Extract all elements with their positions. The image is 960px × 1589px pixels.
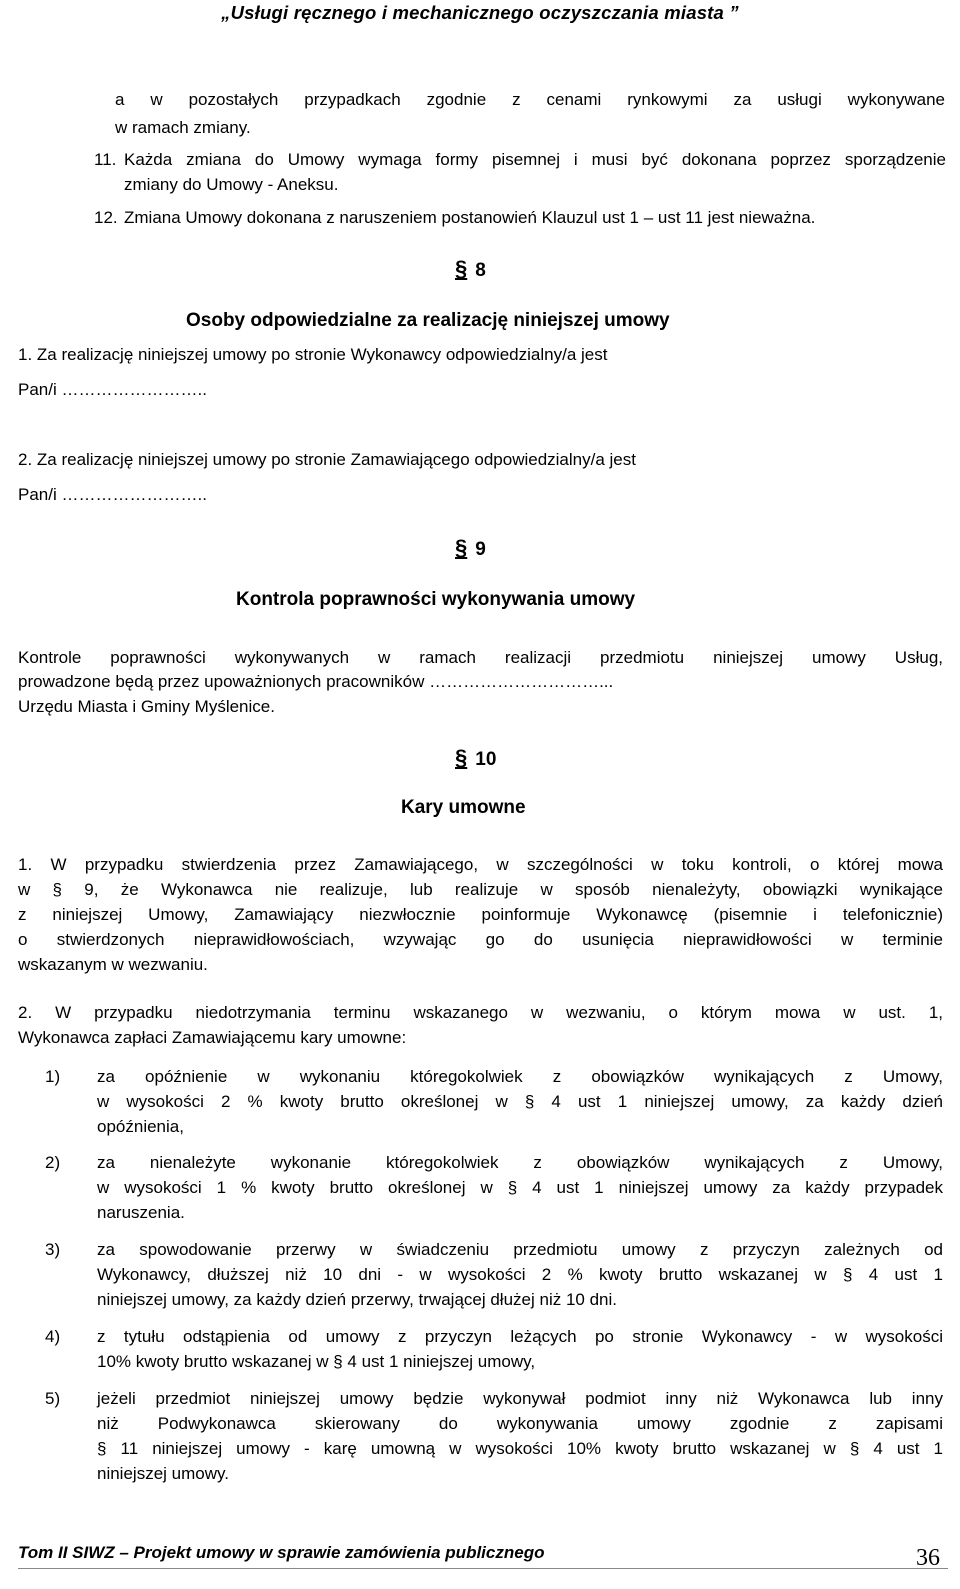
penalty-item-3-number: 3) xyxy=(45,1240,61,1259)
section-10-p1-line-4: o stwierdzonych nieprawidłowościach, wzywając go do usunięcia nieprawidłowości w terminie xyxy=(18,930,943,949)
penalty-item-5-line-3: § 11 niniejszej umowy - karę umowną w wysokości 10% kwoty brutto wskazanej w § 4 ust 1 xyxy=(97,1439,943,1458)
section-8-title: Osoby odpowiedzialne za realizację niniejszej umowy xyxy=(186,310,670,331)
intro-line-1: a w pozostałych przypadkach zgodnie z cenami rynkowymi za usługi wykonywane xyxy=(115,90,945,109)
section-8-item-1: 1. Za realizację niniejszej umowy po stronie Wykonawcy odpowiedzialny/a jest xyxy=(18,345,608,364)
penalty-item-5-line-4: niniejszej umowy. xyxy=(97,1464,229,1483)
section-10-p2-line-1: 2. W przypadku niedotrzymania terminu wskazanego w wezwaniu, o którym mowa w ust. 1, xyxy=(18,1003,943,1022)
clause-12-number: 12. xyxy=(94,208,118,227)
section-10-p1-line-2: w § 9, że Wykonawca nie realizuje, lub realizuje w sposób nienależyty, obowiązki wynikające xyxy=(18,880,943,899)
penalty-item-5-number: 5) xyxy=(45,1389,61,1408)
penalty-item-5-line-1: jeżeli przedmiot niniejszej umowy będzie wykonywał podmiot inny niż Wykonawca lub inny xyxy=(97,1389,943,1408)
penalty-item-4-line-1: z tytułu odstąpienia od umowy z przyczyn leżących po stronie Wykonawcy - w wysokości xyxy=(97,1327,943,1346)
footer-rule xyxy=(18,1568,948,1569)
clause-11-line-2: zmiany do Umowy - Aneksu. xyxy=(124,175,339,194)
penalty-item-1-line-1: za opóźnienie w wykonaniu któregokolwiek z obowiązków wynikających z Umowy, xyxy=(97,1067,943,1086)
section-symbol: § xyxy=(455,256,468,281)
footer-page-number: 36 xyxy=(916,1545,940,1571)
section-10-p1-line-3: z niniejszej Umowy, Zamawiający niezwłocznie poinformuje Wykonawcę (pisemnie i telefonicznie) xyxy=(18,905,943,924)
section-symbol: § xyxy=(455,535,468,560)
penalty-item-3-line-2: Wykonawcy, dłuższej niż 10 dni - w wysokości 2 % kwoty brutto wskazanej w § 4 ust 1 xyxy=(97,1265,943,1284)
penalty-item-2-line-2: w wysokości 1 % kwoty brutto określonej w § 4 ust 1 niniejszej umowy za każdy przypadek xyxy=(97,1178,943,1197)
penalty-item-3-line-1: za spowodowanie przerwy w świadczeniu przedmiotu umowy z przyczyn zależnych od xyxy=(97,1240,943,1259)
penalty-item-3-line-3: niniejszej umowy, za każdy dzień przerwy, trwającej dłużej niż 10 dni. xyxy=(97,1290,617,1309)
section-9-line-3: Urzędu Miasta i Gminy Myślenice. xyxy=(18,697,275,716)
section-8-item-1-fill: Pan/i …………………….. xyxy=(18,380,207,399)
section-8-heading xyxy=(455,256,486,282)
section-9-heading xyxy=(455,535,486,561)
document-header-title: „Usługi ręcznego i mechanicznego oczyszczania miasta ” xyxy=(221,2,739,23)
section-9-line-1: Kontrole poprawności wykonywanych w ramach realizacji przedmiotu niniejszej umowy Usług, xyxy=(18,648,943,667)
section-10-p1-line-5: wskazanym w wezwaniu. xyxy=(18,955,208,974)
clause-11-line-1: Każda zmiana do Umowy wymaga formy pisemnej i musi być dokonana poprzez sporządzenie xyxy=(124,150,946,169)
section-10-title: Kary umowne xyxy=(401,797,526,818)
section-symbol: § xyxy=(455,745,468,770)
penalty-item-2-line-3: naruszenia. xyxy=(97,1203,185,1222)
section-number: 8 xyxy=(475,260,486,281)
section-9-line-2: prowadzone będą przez upoważnionych pracowników …………………………... xyxy=(18,672,614,691)
section-8-item-2: 2. Za realizację niniejszej umowy po stronie Zamawiającego odpowiedzialny/a jest xyxy=(18,450,636,469)
section-number: 9 xyxy=(475,539,486,560)
penalty-item-5-line-2: niż Podwykonawca skierowany do wykonywania umowy zgodnie z zapisami xyxy=(97,1414,943,1433)
section-number: 10 xyxy=(475,749,497,770)
penalty-item-1-line-3: opóźnienia, xyxy=(97,1117,184,1136)
section-10-p2-line-2: Wykonawca zapłaci Zamawiającemu kary umowne: xyxy=(18,1028,407,1047)
intro-line-2: w ramach zmiany. xyxy=(115,118,251,137)
section-8-item-2-fill: Pan/i …………………….. xyxy=(18,485,207,504)
penalty-item-4-line-2: 10% kwoty brutto wskazanej w § 4 ust 1 niniejszej umowy, xyxy=(97,1352,536,1371)
penalty-item-2-line-1: za nienależyte wykonanie któregokolwiek z obowiązków wynikających z Umowy, xyxy=(97,1153,943,1172)
penalty-item-1-line-2: w wysokości 2 % kwoty brutto określonej w § 4 ust 1 niniejszej umowy, za każdy dzień xyxy=(97,1092,943,1111)
clause-12-text: Zmiana Umowy dokonana z naruszeniem postanowień Klauzul ust 1 – ust 11 jest nieważna. xyxy=(124,208,816,227)
section-10-p1-line-1: 1. W przypadku stwierdzenia przez Zamawiającego, w szczególności w toku kontroli, o której mowa xyxy=(18,855,943,874)
clause-11-number: 11. xyxy=(94,150,117,169)
penalty-item-1-number: 1) xyxy=(45,1067,61,1086)
section-9-title: Kontrola poprawności wykonywania umowy xyxy=(236,589,636,610)
penalty-item-2-number: 2) xyxy=(45,1153,61,1172)
footer-document-title: Tom II SIWZ – Projekt umowy w sprawie zamówienia publicznego xyxy=(18,1543,545,1562)
penalty-item-4-number: 4) xyxy=(45,1327,61,1346)
section-10-heading xyxy=(455,745,496,771)
